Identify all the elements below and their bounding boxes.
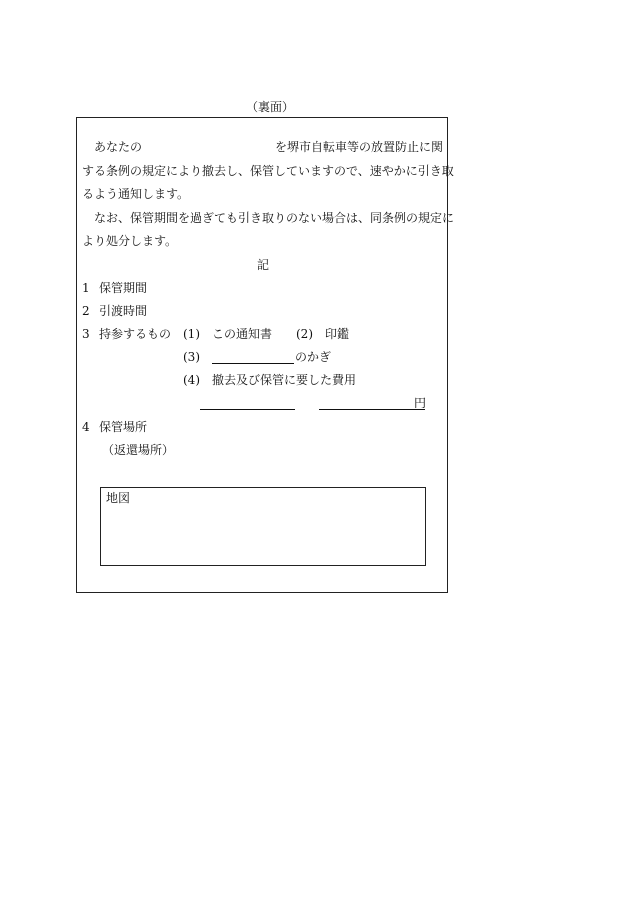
bring-item1-text: この通知書 — [212, 327, 273, 341]
notice-line3: るよう通知します。 — [82, 187, 190, 201]
notice-line2: する条例の規定により撤去し、保管していますので、速やかに引き取 — [82, 164, 454, 178]
key-blank-line — [212, 363, 294, 364]
item-3-number: 3 — [82, 327, 90, 341]
map-label: 地図 — [106, 491, 131, 505]
item-2-number: 2 — [82, 304, 90, 318]
fee-blank-line-1 — [200, 409, 295, 410]
currency-unit: 円 — [414, 396, 427, 410]
notice-line1-prefix: あなたの — [94, 140, 143, 154]
item-1-number: 1 — [82, 281, 90, 295]
bring-item2-text: 印鑑 — [325, 327, 350, 341]
item-1-label: 保管期間 — [99, 281, 148, 295]
item-3-label: 持参するもの — [99, 327, 172, 341]
fee-blank-line-2 — [319, 409, 425, 410]
item-2-label: 引渡時間 — [99, 304, 148, 318]
notice-line5: より処分します。 — [82, 234, 178, 248]
bring-item4-text: 撤去及び保管に要した費用 — [212, 373, 357, 387]
record-title: 記 — [257, 258, 270, 272]
return-place-label: （返還場所） — [102, 443, 175, 457]
item-4-number: 4 — [82, 420, 90, 434]
notice-line1-suffix: を堺市自転車等の放置防止に関 — [275, 140, 444, 154]
page-heading: （裏面） — [246, 100, 295, 114]
map-box — [100, 487, 426, 566]
bring-item3-number: (3) — [183, 350, 200, 364]
notice-line4: なお、保管期間を過ぎても引き取りのない場合は、同条例の規定に — [94, 211, 455, 225]
bring-item2-number: (2) — [296, 327, 313, 341]
bring-item4-number: (4) — [183, 373, 200, 387]
bring-item1-number: (1) — [183, 327, 200, 341]
item-4-label: 保管場所 — [99, 420, 148, 434]
bring-item3-text: のかぎ — [295, 350, 332, 364]
